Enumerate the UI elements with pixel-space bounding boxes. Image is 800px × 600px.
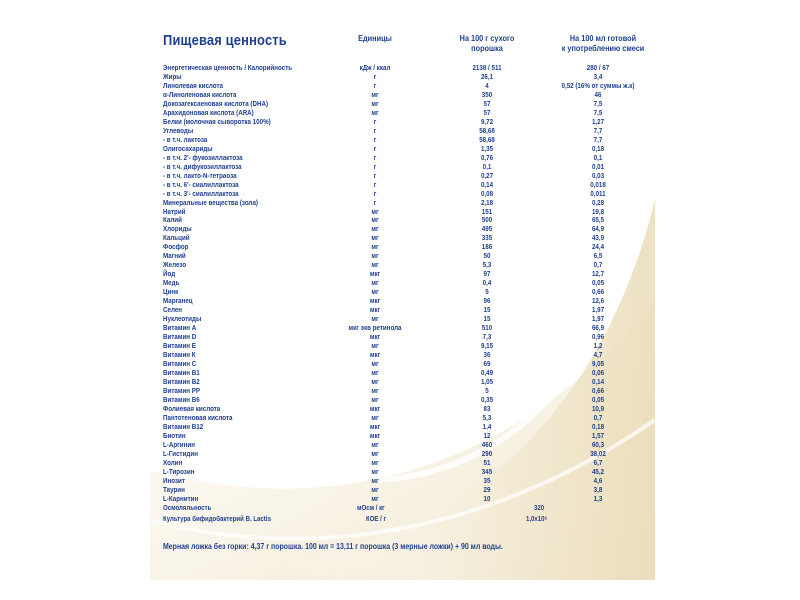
culture-unit: КОЕ / г [366, 514, 387, 523]
table-row [0, 423, 800, 431]
nutrient-unit: г [373, 125, 377, 135]
value-per-100g: 57 [483, 107, 491, 117]
table-row [0, 342, 800, 350]
value-per-100g: 186 [481, 242, 493, 252]
table-row [0, 82, 800, 90]
value-per-100g: 0,4 [482, 278, 492, 288]
nutrient-name: Нуклеотиды [163, 314, 202, 324]
value-per-100ml: 0,66 [591, 385, 605, 395]
table-row [0, 351, 800, 359]
nutrient-name: Магний [163, 251, 186, 261]
nutrient-name: Минеральные вещества (зола) [163, 197, 259, 207]
nutrient-unit: мкг [369, 296, 381, 306]
nutrient-name: Докозагексаеновая кислота (DHA) [163, 98, 269, 108]
table-row [0, 477, 800, 485]
value-per-100ml: 0,66 [591, 287, 605, 297]
value-per-100g: 345 [481, 466, 493, 476]
nutrient-name: Фосфор [163, 242, 189, 252]
table-row [0, 64, 800, 72]
value-per-100g: 97 [483, 269, 491, 279]
column-header-ready: На 100 мл готовой к употреблению смеси [561, 33, 645, 53]
table-row [0, 450, 800, 458]
value-per-100g: 1,4 [482, 421, 492, 431]
nutrient-name: Йод [163, 269, 176, 279]
nutrient-name: Селен [163, 305, 183, 315]
value-per-100g: 2,18 [480, 197, 494, 207]
value-per-100ml: 0,018 [590, 179, 606, 189]
nutrient-name: L-Аргинин [163, 439, 195, 449]
value-per-100ml: 1,3 [593, 493, 603, 503]
table-row [0, 136, 800, 144]
nutrient-unit: г [373, 71, 377, 81]
nutrient-name: Линолевая кислота [163, 80, 223, 90]
value-per-100ml: 7,7 [593, 125, 603, 135]
value-per-100ml: 0,7 [593, 260, 603, 270]
nutrient-name: Натрий [163, 206, 186, 216]
table-row [0, 190, 800, 198]
value-per-100g: 500 [481, 215, 493, 225]
table-row [0, 163, 800, 171]
nutrient-name: Жиры [163, 71, 182, 81]
value-per-100ml: 1,27 [591, 116, 605, 126]
value-per-100ml: 66,9 [591, 323, 605, 333]
value-per-100g: 15 [483, 314, 491, 324]
nutrient-name: Пантотеновая кислота [163, 412, 233, 422]
value-per-100g: 58,68 [479, 134, 495, 144]
nutrient-name: Таурин [163, 484, 185, 494]
table-row [0, 181, 800, 189]
nutrient-unit: мг [371, 233, 379, 243]
column-header-units: Единицы [358, 33, 392, 43]
nutrient-name: Витамин К [163, 350, 196, 360]
table-row [0, 243, 800, 251]
nutrient-name: Марганец [163, 296, 193, 306]
table-row [0, 459, 800, 467]
table-row [0, 261, 800, 269]
nutrient-unit: г [373, 152, 377, 162]
value-per-100g: 26,1 [480, 71, 494, 81]
table-row [0, 270, 800, 278]
table-row [0, 432, 800, 440]
nutrient-unit: г [373, 80, 377, 90]
nutrient-name: Витамин А [163, 323, 197, 333]
page-title: Пищевая ценность [163, 32, 287, 49]
value-per-100g: 29 [483, 484, 491, 494]
value-per-100g: 335 [481, 233, 493, 243]
nutrient-name: - в т.ч. 6'- сиалиллактоза [163, 179, 239, 189]
nutrient-name: - в т.ч. лакто-N-тетраоза [163, 170, 237, 180]
value-per-100g: 0,76 [480, 152, 494, 162]
table-row [0, 306, 800, 314]
table-row [0, 109, 800, 117]
nutrient-name: Витамин В2 [163, 376, 200, 386]
nutrient-name: - в т.ч. дифукозиллактоза [163, 161, 242, 171]
value-per-100g: 15 [483, 305, 491, 315]
value-per-100g: 5 [485, 287, 489, 297]
value-per-100ml: 24,4 [591, 242, 605, 252]
nutrient-name: Арахидоновая кислота (ARA) [163, 107, 254, 117]
nutrient-unit: мкг [369, 430, 381, 440]
nutrient-name: Цинк [163, 287, 179, 297]
column-header-dry: На 100 г сухого порошка [459, 33, 515, 53]
nutrient-unit: кДж / ккал [359, 63, 391, 72]
value-per-100g: 50 [483, 251, 491, 261]
nutrient-unit: мг [371, 475, 379, 485]
nutrient-name: L-Тирозин [163, 466, 195, 476]
value-per-100ml: 43,9 [591, 233, 605, 243]
value-per-100ml: 0,52 (16% от суммы ж.к) [561, 80, 635, 90]
table-row [0, 495, 800, 503]
table-row [0, 118, 800, 126]
nutrient-unit: г [373, 170, 377, 180]
table-row [0, 252, 800, 260]
nutrient-name: Витамин PP [163, 385, 201, 395]
nutrient-unit: мг [371, 107, 379, 117]
nutrient-name: Инозит [163, 475, 185, 485]
value-per-100g: 51 [483, 457, 491, 467]
value-per-100g: 83 [483, 403, 491, 413]
nutrient-name: - в т.ч. 2'- фукозиллактоза [163, 152, 243, 162]
value-per-100g: 1,05 [480, 376, 494, 386]
nutrient-name: Энергетическая ценность / Калорийность [163, 63, 293, 72]
nutrient-unit: мг [371, 394, 379, 404]
osmolality-value: 320 [534, 503, 545, 512]
value-per-100ml: 0,05 [591, 278, 605, 288]
value-per-100ml: 0,06 [591, 367, 605, 377]
nutrient-unit: мкг [369, 269, 381, 279]
nutrient-unit: г [373, 116, 377, 126]
nutrient-unit: мг [371, 278, 379, 288]
nutrient-unit: мкг [369, 403, 381, 413]
nutrient-unit: мг [371, 412, 379, 422]
nutrient-unit: мг [371, 439, 379, 449]
nutrient-unit: мкг [369, 350, 381, 360]
table-row [0, 414, 800, 422]
nutrient-unit: мг [371, 287, 379, 297]
value-per-100g: 2138 / 511 [472, 63, 502, 72]
value-per-100g: 495 [481, 224, 493, 234]
value-per-100ml: 4,7 [593, 350, 603, 360]
value-per-100ml: 46 [594, 89, 602, 99]
value-per-100ml: 0,01 [591, 161, 605, 171]
nutrient-unit: мг [371, 376, 379, 386]
value-per-100ml: 1,97 [591, 305, 605, 315]
value-per-100g: 1,35 [480, 143, 494, 153]
nutrient-name: Холин [163, 457, 183, 467]
nutrient-unit: мг [371, 242, 379, 252]
nutrient-name: α-Линоленовая кислота [163, 89, 237, 99]
value-per-100ml: 7,5 [593, 107, 603, 117]
value-per-100ml: 1,97 [591, 314, 605, 324]
value-per-100g: 9,15 [480, 341, 494, 351]
nutrient-unit: мг [371, 367, 379, 377]
value-per-100ml: 19,8 [591, 206, 605, 216]
value-per-100g: 58,68 [479, 125, 495, 135]
table-row [0, 378, 800, 386]
value-per-100ml: 10,9 [591, 403, 605, 413]
culture-value: 1,0х10⁶ [526, 514, 548, 523]
nutrient-unit: мг [371, 484, 379, 494]
value-per-100g: 7,3 [482, 332, 492, 342]
value-per-100ml: 0,03 [591, 170, 605, 180]
osmolality-label: Осмоляльность [163, 503, 212, 512]
value-per-100ml: 12,7 [591, 269, 605, 279]
value-per-100ml: 9,05 [591, 359, 605, 368]
nutrient-name: Витамин С [163, 359, 197, 368]
nutrient-name: L-Гистидин [163, 448, 198, 458]
value-per-100ml: 0,14 [591, 376, 605, 386]
value-per-100ml: 3,8 [593, 484, 603, 494]
nutrient-name: Витамин Е [163, 341, 196, 351]
value-per-100ml: 6,7 [593, 457, 603, 467]
nutrient-name: Кальций [163, 233, 190, 243]
nutrient-name: Белки (молочная сыворотка 100%) [163, 116, 271, 126]
value-per-100g: 5,3 [482, 260, 492, 270]
table-row [0, 100, 800, 108]
nutrient-name: Железо [163, 260, 187, 270]
nutrient-name: - в т.ч. лактоза [163, 134, 208, 144]
value-per-100ml: 0,7 [593, 412, 603, 422]
value-per-100g: 69 [483, 359, 491, 368]
nutrient-unit: мг [371, 457, 379, 467]
value-per-100ml: 0,18 [591, 143, 605, 153]
value-per-100g: 0,49 [480, 367, 494, 377]
table-row [0, 154, 800, 162]
value-per-100ml: 0,011 [590, 188, 606, 198]
value-per-100g: 0,14 [480, 179, 494, 189]
value-per-100g: 151 [481, 206, 493, 216]
table-row [0, 360, 800, 368]
nutrient-name: Медь [163, 278, 180, 288]
value-per-100g: 36 [483, 350, 491, 360]
nutrient-unit: мг [371, 89, 379, 99]
nutrient-unit: мг [371, 98, 379, 108]
nutrient-unit: г [373, 179, 377, 189]
nutrient-unit: мг [371, 251, 379, 261]
table-row [0, 324, 800, 332]
value-per-100g: 12 [483, 430, 491, 440]
value-per-100g: 0,27 [480, 170, 494, 180]
value-per-100ml: 12,6 [591, 296, 605, 306]
value-per-100g: 9,72 [480, 116, 494, 126]
nutrient-unit: мг [371, 448, 379, 458]
nutrient-unit: мг [371, 206, 379, 216]
table-row [0, 333, 800, 341]
value-per-100ml: 0,1 [593, 152, 603, 162]
value-per-100ml: 1,2 [593, 341, 603, 351]
table-row [0, 288, 800, 296]
table-row [0, 73, 800, 81]
nutrient-name: - в т.ч. 3'- сиалиллактоза [163, 188, 239, 198]
value-per-100ml: 0,96 [591, 332, 605, 342]
value-per-100ml: 1,57 [591, 430, 605, 440]
value-per-100ml: 0,05 [591, 394, 605, 404]
value-per-100ml: 0,28 [591, 197, 605, 207]
osmolality-unit: мОсм / кг [357, 503, 385, 512]
value-per-100ml: 38,02 [590, 448, 606, 458]
value-per-100ml: 60,3 [591, 439, 605, 449]
value-per-100ml: 4,6 [593, 475, 603, 485]
nutrient-unit: мг [371, 385, 379, 395]
table-row [0, 468, 800, 476]
nutrient-name: L-Карнитин [163, 493, 199, 503]
nutrient-name: Хлориды [163, 224, 192, 234]
value-per-100ml: 65,5 [591, 215, 605, 225]
value-per-100g: 96 [483, 296, 491, 306]
value-per-100g: 10 [483, 493, 491, 503]
value-per-100g: 5 [485, 385, 489, 395]
table-row [0, 145, 800, 153]
nutrient-unit: г [373, 161, 377, 171]
nutrient-unit: г [373, 143, 377, 153]
nutrient-unit: мг [371, 466, 379, 476]
footnote: Мерная ложка без горки: 4,37 г порошка. 100 мл = 13,11 г порошка (3 мерные ложки) + 90 мл воды. [163, 541, 503, 551]
table-row [0, 172, 800, 180]
value-per-100ml: 64,9 [591, 224, 605, 234]
value-per-100g: 4 [485, 80, 489, 90]
value-per-100g: 510 [481, 323, 493, 333]
value-per-100ml: 280 / 67 [586, 63, 610, 72]
nutrient-name: Олигосахариды [163, 143, 213, 153]
value-per-100g: 0,35 [480, 394, 494, 404]
value-per-100ml: 3,4 [593, 71, 603, 81]
nutrient-unit: мкг [369, 421, 381, 431]
nutrient-unit: г [373, 197, 377, 207]
nutrient-name: Витамин D [163, 332, 197, 342]
value-per-100g: 290 [481, 448, 493, 458]
table-row [0, 369, 800, 377]
table-row [0, 396, 800, 404]
nutrient-unit: мг [371, 493, 379, 503]
nutrient-unit: мкг [369, 332, 381, 342]
table-row [0, 297, 800, 305]
nutrient-name: Витамин В12 [163, 421, 204, 431]
table-row [0, 405, 800, 413]
table-row [0, 127, 800, 135]
table-row [0, 279, 800, 287]
value-per-100g: 350 [481, 89, 493, 99]
value-per-100g: 35 [483, 475, 491, 485]
value-per-100g: 0,1 [482, 161, 492, 171]
table-row [0, 441, 800, 449]
nutrient-unit: мг [371, 341, 379, 351]
nutrient-unit: г [373, 134, 377, 144]
nutrient-unit: мг [371, 224, 379, 234]
value-per-100ml: 7,7 [593, 134, 603, 144]
table-row [0, 91, 800, 99]
nutrient-name: Витамин В1 [163, 367, 200, 377]
nutrient-name: Биотин [163, 430, 186, 440]
table-row [0, 486, 800, 494]
nutrient-unit: мг [371, 215, 379, 225]
nutrient-unit: г [373, 188, 377, 198]
nutrient-name: Углеводы [163, 125, 194, 135]
value-per-100ml: 6,5 [593, 251, 603, 261]
nutrient-unit: мг [371, 359, 379, 368]
table-row [0, 387, 800, 395]
nutrient-name: Калий [163, 215, 182, 225]
table-row [0, 208, 800, 216]
value-per-100ml: 0,18 [591, 421, 605, 431]
nutrient-unit: мкг экв ретинола [348, 323, 402, 333]
value-per-100g: 5,3 [482, 412, 492, 422]
table-row [0, 234, 800, 242]
value-per-100g: 460 [481, 439, 493, 449]
value-per-100g: 0,08 [480, 188, 494, 198]
value-per-100g: 57 [483, 98, 491, 108]
nutrient-unit: мкг [369, 305, 381, 315]
culture-label: Культура бифидобактерий B. Lactis [163, 514, 271, 523]
value-per-100ml: 45,2 [591, 466, 605, 476]
nutrient-name: Фолиевая кислота [163, 403, 221, 413]
table-row [0, 199, 800, 207]
nutrient-unit: мг [371, 260, 379, 270]
table-row [0, 225, 800, 233]
nutrient-name: Витамин В6 [163, 394, 200, 404]
table-row [0, 216, 800, 224]
value-per-100ml: 7,5 [593, 98, 603, 108]
nutrient-unit: мг [371, 314, 379, 324]
table-row [0, 315, 800, 323]
